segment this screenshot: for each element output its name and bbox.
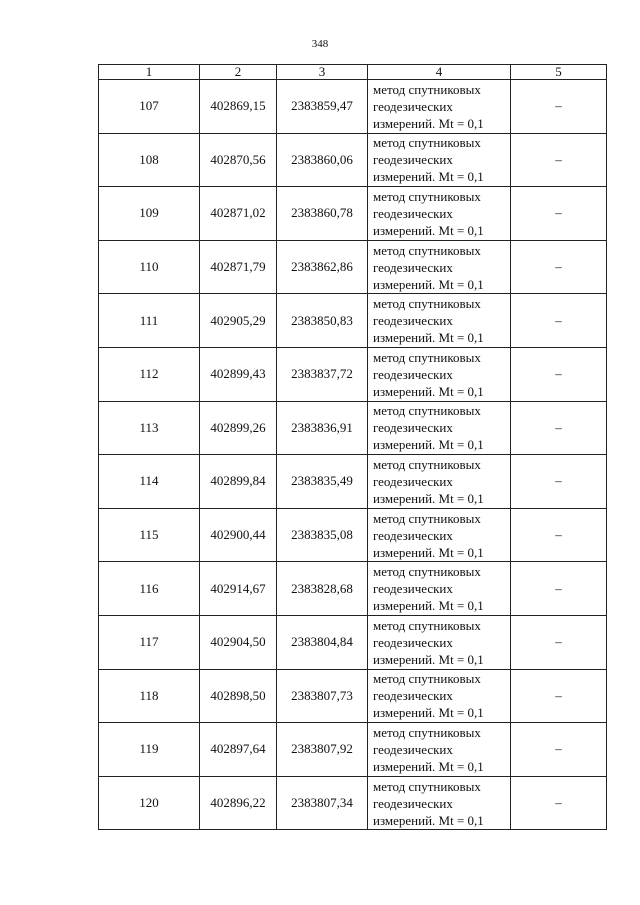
header-col-5: 5 (511, 65, 607, 80)
method-cell (368, 562, 511, 616)
y-coordinate-cell: 2383862,86 (277, 240, 368, 294)
table-body (99, 80, 607, 830)
table-header-row (99, 65, 607, 80)
y-coordinate-cell: 2383836,91 (277, 401, 368, 455)
y-coordinate-cell: 2383807,73 (277, 669, 368, 723)
table-row (99, 669, 607, 723)
method-line: метод спутниковых (373, 296, 481, 312)
method-line: измерений. Mt = 0,1 (373, 544, 484, 560)
method-line: измерений. Mt = 0,1 (373, 490, 484, 506)
method-line: геодезических (373, 581, 453, 597)
method-line: измерений. Mt = 0,1 (373, 598, 484, 614)
table-row (99, 455, 607, 509)
point-number-cell: 114 (99, 455, 200, 509)
method-line: измерений. Mt = 0,1 (373, 758, 484, 774)
point-number-cell: 116 (99, 562, 200, 616)
header-col-1: 1 (99, 65, 200, 80)
method-line: геодезических (373, 634, 453, 650)
x-coordinate-cell: 402871,02 (200, 187, 277, 241)
x-coordinate-cell: 402871,79 (200, 240, 277, 294)
x-coordinate-cell: 402914,67 (200, 562, 277, 616)
header-col-4: 4 (368, 65, 511, 80)
method-cell (368, 240, 511, 294)
y-coordinate-cell: 2383835,49 (277, 455, 368, 509)
method-cell (368, 294, 511, 348)
point-number-cell: 109 (99, 187, 200, 241)
method-cell (368, 508, 511, 562)
method-line: измерений. Mt = 0,1 (373, 169, 484, 185)
method-line: метод спутниковых (373, 671, 481, 687)
method-line: измерений. Mt = 0,1 (373, 705, 484, 721)
method-line: метод спутниковых (373, 617, 481, 633)
x-coordinate-cell: 402900,44 (200, 508, 277, 562)
point-number-cell: 108 (99, 133, 200, 187)
method-line: метод спутниковых (373, 564, 481, 580)
point-number-cell: 111 (99, 294, 200, 348)
note-cell: – (511, 615, 607, 669)
point-number-cell: 115 (99, 508, 200, 562)
method-cell (368, 187, 511, 241)
method-cell (368, 615, 511, 669)
method-line: геодезических (373, 259, 453, 275)
table-row (99, 562, 607, 616)
method-line: метод спутниковых (373, 778, 481, 794)
x-coordinate-cell: 402899,43 (200, 347, 277, 401)
table-row (99, 508, 607, 562)
table-row (99, 347, 607, 401)
y-coordinate-cell: 2383828,68 (277, 562, 368, 616)
method-line: геодезических (373, 473, 453, 489)
table-row (99, 401, 607, 455)
note-cell: – (511, 455, 607, 509)
method-line: измерений. Mt = 0,1 (373, 651, 484, 667)
table-row (99, 187, 607, 241)
y-coordinate-cell: 2383835,08 (277, 508, 368, 562)
note-cell: – (511, 240, 607, 294)
table-row (99, 723, 607, 777)
table-row (99, 615, 607, 669)
x-coordinate-cell: 402869,15 (200, 80, 277, 134)
method-line: геодезических (373, 795, 453, 811)
method-cell (368, 455, 511, 509)
method-line: геодезических (373, 205, 453, 221)
method-cell (368, 669, 511, 723)
header-col-2: 2 (200, 65, 277, 80)
method-line: геодезических (373, 366, 453, 382)
x-coordinate-cell: 402905,29 (200, 294, 277, 348)
x-coordinate-cell: 402897,64 (200, 723, 277, 777)
method-cell (368, 776, 511, 830)
method-line: геодезических (373, 98, 453, 114)
table-row (99, 240, 607, 294)
point-number-cell: 107 (99, 80, 200, 134)
method-line: измерений. Mt = 0,1 (373, 115, 484, 131)
note-cell: – (511, 723, 607, 777)
method-line: метод спутниковых (373, 724, 481, 740)
note-cell: – (511, 401, 607, 455)
method-line: метод спутниковых (373, 456, 481, 472)
method-cell (368, 133, 511, 187)
method-line: измерений. Mt = 0,1 (373, 437, 484, 453)
note-cell: – (511, 669, 607, 723)
x-coordinate-cell: 402870,56 (200, 133, 277, 187)
method-line: метод спутниковых (373, 510, 481, 526)
x-coordinate-cell: 402899,84 (200, 455, 277, 509)
table-row (99, 294, 607, 348)
y-coordinate-cell: 2383807,34 (277, 776, 368, 830)
note-cell: – (511, 347, 607, 401)
point-number-cell: 117 (99, 615, 200, 669)
y-coordinate-cell: 2383860,06 (277, 133, 368, 187)
y-coordinate-cell: 2383807,92 (277, 723, 368, 777)
header-col-3: 3 (277, 65, 368, 80)
method-line: геодезических (373, 420, 453, 436)
method-cell (368, 80, 511, 134)
method-line: измерений. Mt = 0,1 (373, 276, 484, 292)
method-line: метод спутниковых (373, 242, 481, 258)
method-line: геодезических (373, 688, 453, 704)
method-cell (368, 723, 511, 777)
method-line: метод спутниковых (373, 349, 481, 365)
x-coordinate-cell: 402899,26 (200, 401, 277, 455)
note-cell: – (511, 80, 607, 134)
method-line: метод спутниковых (373, 135, 481, 151)
point-number-cell: 113 (99, 401, 200, 455)
x-coordinate-cell: 402904,50 (200, 615, 277, 669)
method-cell (368, 401, 511, 455)
table-row (99, 133, 607, 187)
note-cell: – (511, 133, 607, 187)
point-number-cell: 110 (99, 240, 200, 294)
x-coordinate-cell: 402896,22 (200, 776, 277, 830)
table-row (99, 776, 607, 830)
y-coordinate-cell: 2383860,78 (277, 187, 368, 241)
x-coordinate-cell: 402898,50 (200, 669, 277, 723)
point-number-cell: 112 (99, 347, 200, 401)
y-coordinate-cell: 2383850,83 (277, 294, 368, 348)
y-coordinate-cell: 2383804,84 (277, 615, 368, 669)
note-cell: – (511, 562, 607, 616)
method-line: геодезических (373, 313, 453, 329)
point-number-cell: 119 (99, 723, 200, 777)
note-cell: – (511, 776, 607, 830)
point-number-cell: 118 (99, 669, 200, 723)
point-number-cell: 120 (99, 776, 200, 830)
method-line: геодезических (373, 741, 453, 757)
note-cell: – (511, 294, 607, 348)
method-line: геодезических (373, 527, 453, 543)
method-line: метод спутниковых (373, 81, 481, 97)
method-line: измерений. Mt = 0,1 (373, 383, 484, 399)
method-line: измерений. Mt = 0,1 (373, 222, 484, 238)
method-line: метод спутниковых (373, 403, 481, 419)
table-row (99, 80, 607, 134)
coordinates-table (98, 64, 607, 830)
y-coordinate-cell: 2383837,72 (277, 347, 368, 401)
page-number: 348 (311, 38, 329, 50)
method-line: метод спутниковых (373, 188, 481, 204)
note-cell: – (511, 187, 607, 241)
method-line: геодезических (373, 152, 453, 168)
method-cell (368, 347, 511, 401)
note-cell: – (511, 508, 607, 562)
method-line: измерений. Mt = 0,1 (373, 330, 484, 346)
method-line: измерений. Mt = 0,1 (373, 812, 484, 828)
y-coordinate-cell: 2383859,47 (277, 80, 368, 134)
